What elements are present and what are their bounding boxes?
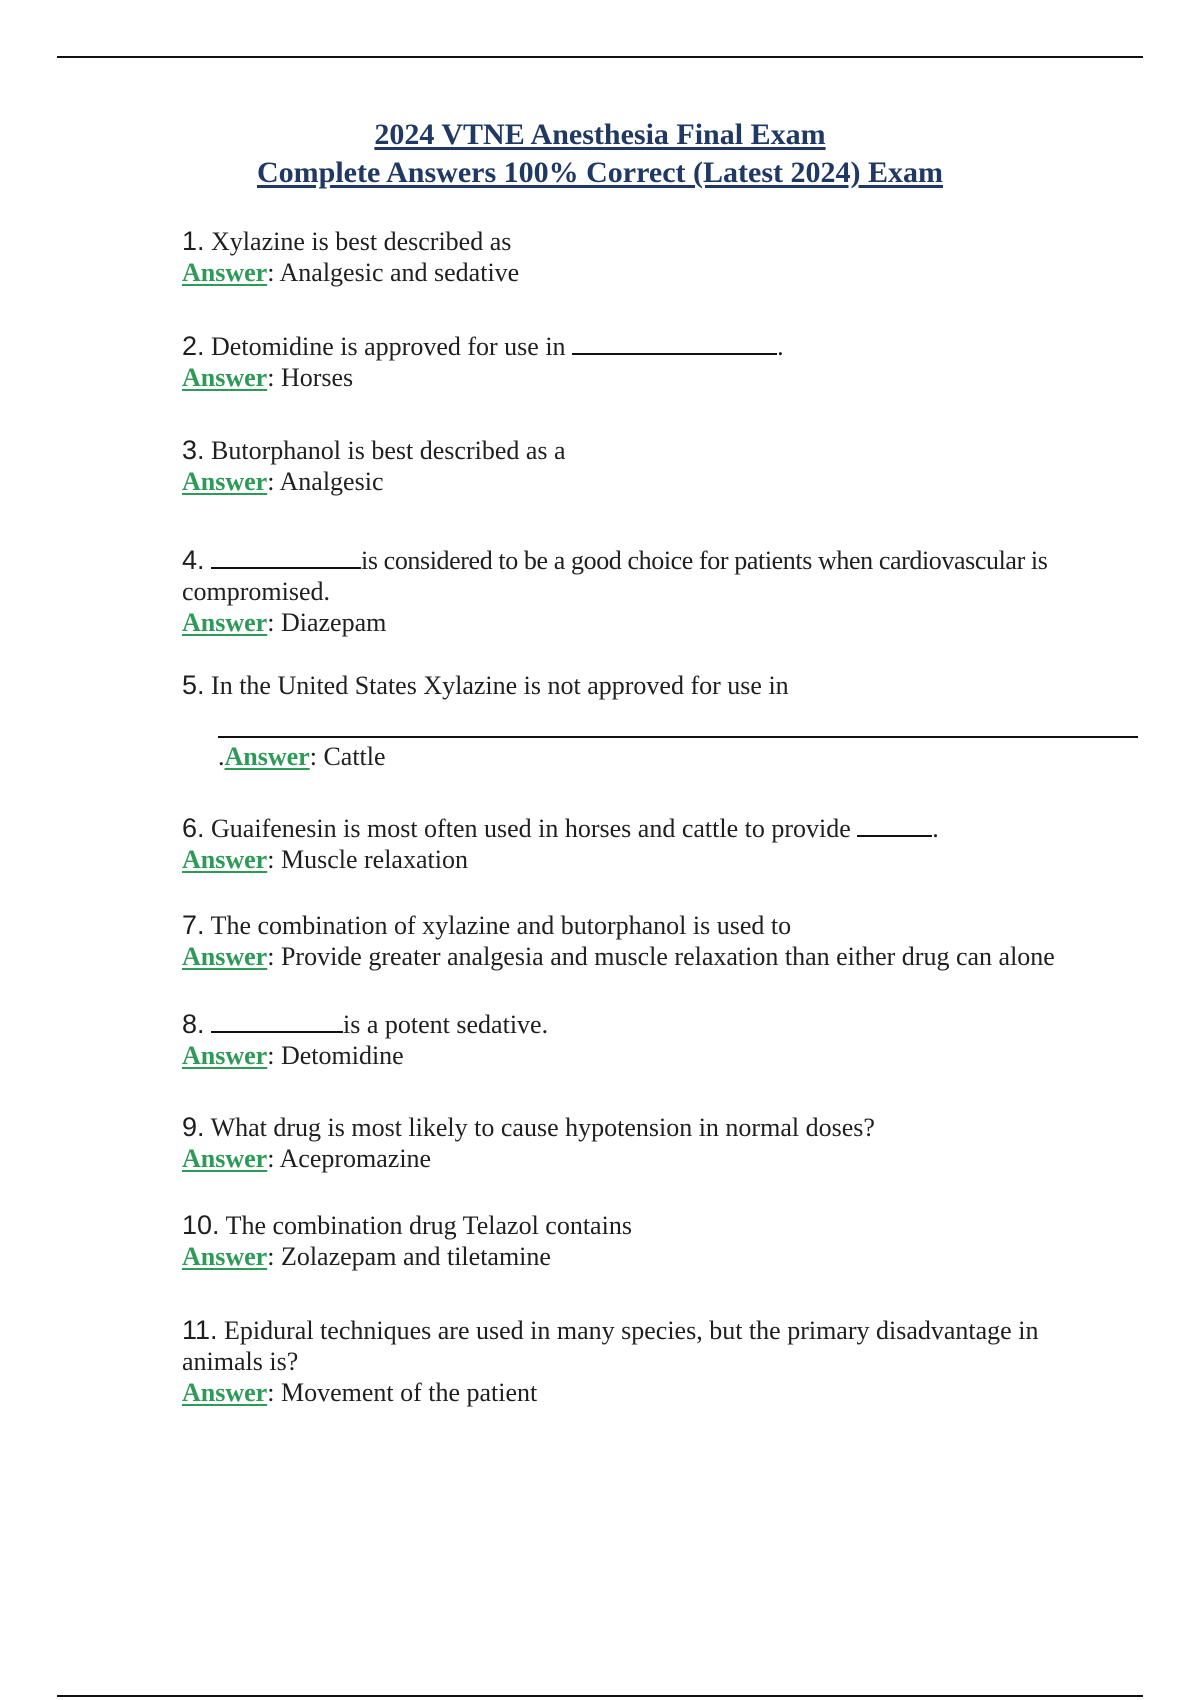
answer-text: Acepromazine — [279, 1144, 432, 1173]
answer-text: Detomidine — [280, 1041, 404, 1070]
question-8: 8. is a potent sedative. Answer: Detomidine — [182, 1009, 549, 1070]
answer-text: Movement of the patient — [280, 1378, 538, 1407]
question-4: 4. is considered to be a good choice for patients when cardiovascular is compromised. Answer: Diazepam — [182, 543, 1142, 638]
answer-label: Answer — [182, 1242, 268, 1271]
answer-label: Answer — [182, 1144, 268, 1173]
question-text: Detomidine is approved for use in — [211, 332, 566, 361]
answer-label: Answer — [182, 467, 268, 496]
question-5 — [182, 670, 1142, 701]
fill-in-blank — [211, 543, 361, 569]
answer-text: Analgesic and sedative — [279, 258, 520, 287]
question-number: 11. — [182, 1315, 218, 1345]
bottom-rule — [57, 1695, 1143, 1697]
answer-label: Answer — [224, 742, 310, 771]
answer-label: Answer — [182, 608, 268, 637]
question-10: 10. The combination drug Telazol contains Answer: Zolazepam and tiletamine — [182, 1210, 632, 1271]
fill-in-blank — [572, 329, 777, 355]
answer-label: Answer — [182, 363, 268, 392]
fill-in-blank — [211, 1007, 343, 1033]
answer-prefix: . — [218, 742, 225, 771]
question-text: Epidural techniques are used in many species, but the primary disadvantage in — [224, 1316, 1039, 1345]
fill-in-blank-long — [218, 736, 1138, 738]
question-text: is considered to be a good choice for patients when cardiovascular is — [361, 546, 1048, 575]
question-text: is a potent sedative. — [343, 1010, 549, 1039]
question-5-answer: .Answer: Cattle — [218, 742, 386, 771]
question-6: 6. Guaifenesin is most often used in horses and cattle to provide . Answer: Muscle relaxation — [182, 813, 939, 874]
question-text: The combination drug Telazol contains — [225, 1211, 632, 1240]
question-text-end: . — [777, 332, 784, 361]
answer-text: Provide greater analgesia and muscle relaxation than either drug can alone — [280, 942, 1055, 971]
question-text: Xylazine is best described as — [211, 227, 512, 256]
answer-text: Diazepam — [280, 608, 387, 637]
question-text: The combination of xylazine and butorphanol is used to — [210, 911, 792, 940]
question-text: Guaifenesin is most often used in horses and cattle to provide — [211, 814, 851, 843]
question-number: 10. — [182, 1210, 220, 1240]
answer-label: Answer — [182, 258, 268, 287]
answer-text: Horses — [280, 363, 354, 392]
question-2: 2. Detomidine is approved for use in . Answer: Horses — [182, 331, 784, 392]
answer-label: Answer — [182, 845, 268, 874]
question-number: 8. — [182, 1009, 205, 1039]
question-text-end: . — [932, 814, 939, 843]
answer-text: Muscle relaxation — [280, 845, 468, 874]
question-number: 1. — [182, 226, 205, 256]
question-text: In the United States Xylazine is not approved for use in — [211, 671, 789, 700]
answer-text: Zolazepam and tiletamine — [280, 1242, 551, 1271]
fill-in-blank — [857, 811, 932, 837]
question-text: Butorphanol is best described as a — [211, 436, 566, 465]
question-3: 3. Butorphanol is best described as a Answer: Analgesic — [182, 435, 566, 496]
title-line-2: Complete Answers 100% Correct (Latest 2024) Exam — [257, 156, 943, 189]
question-9: 9. What drug is most likely to cause hypotension in normal doses? Answer: Acepromazine — [182, 1112, 875, 1173]
question-number: 6. — [182, 813, 205, 843]
question-number: 4. — [182, 545, 205, 575]
question-number: 3. — [182, 435, 205, 465]
question-1: 1. Xylazine is best described as Answer: Analgesic and sedative — [182, 226, 520, 287]
answer-text: Cattle — [323, 742, 386, 771]
question-number: 9. — [182, 1112, 205, 1142]
question-11: 11. Epidural techniques are used in many species, but the primary disadvantage in animals is? Answer: Movement of the patient — [182, 1315, 1142, 1408]
question-text-continued: animals is? — [182, 1347, 299, 1376]
answer-label: Answer — [182, 942, 268, 971]
answer-text: Analgesic — [279, 467, 384, 496]
question-number: 7. — [182, 910, 205, 940]
question-text-continued: compromised. — [182, 577, 331, 606]
title-line-1: 2024 VTNE Anesthesia Final Exam — [374, 118, 826, 151]
top-rule — [57, 56, 1143, 58]
answer-label: Answer — [182, 1378, 268, 1407]
question-7: 7. The combination of xylazine and butorphanol is used to Answer: Provide greater analgesia and muscle relaxation than either drug can alone — [182, 910, 1055, 971]
document-title — [0, 116, 1200, 192]
answer-label: Answer — [182, 1041, 268, 1070]
question-number: 2. — [182, 331, 205, 361]
question-text: What drug is most likely to cause hypotension in normal doses? — [210, 1113, 875, 1142]
question-number: 5. — [182, 670, 205, 700]
